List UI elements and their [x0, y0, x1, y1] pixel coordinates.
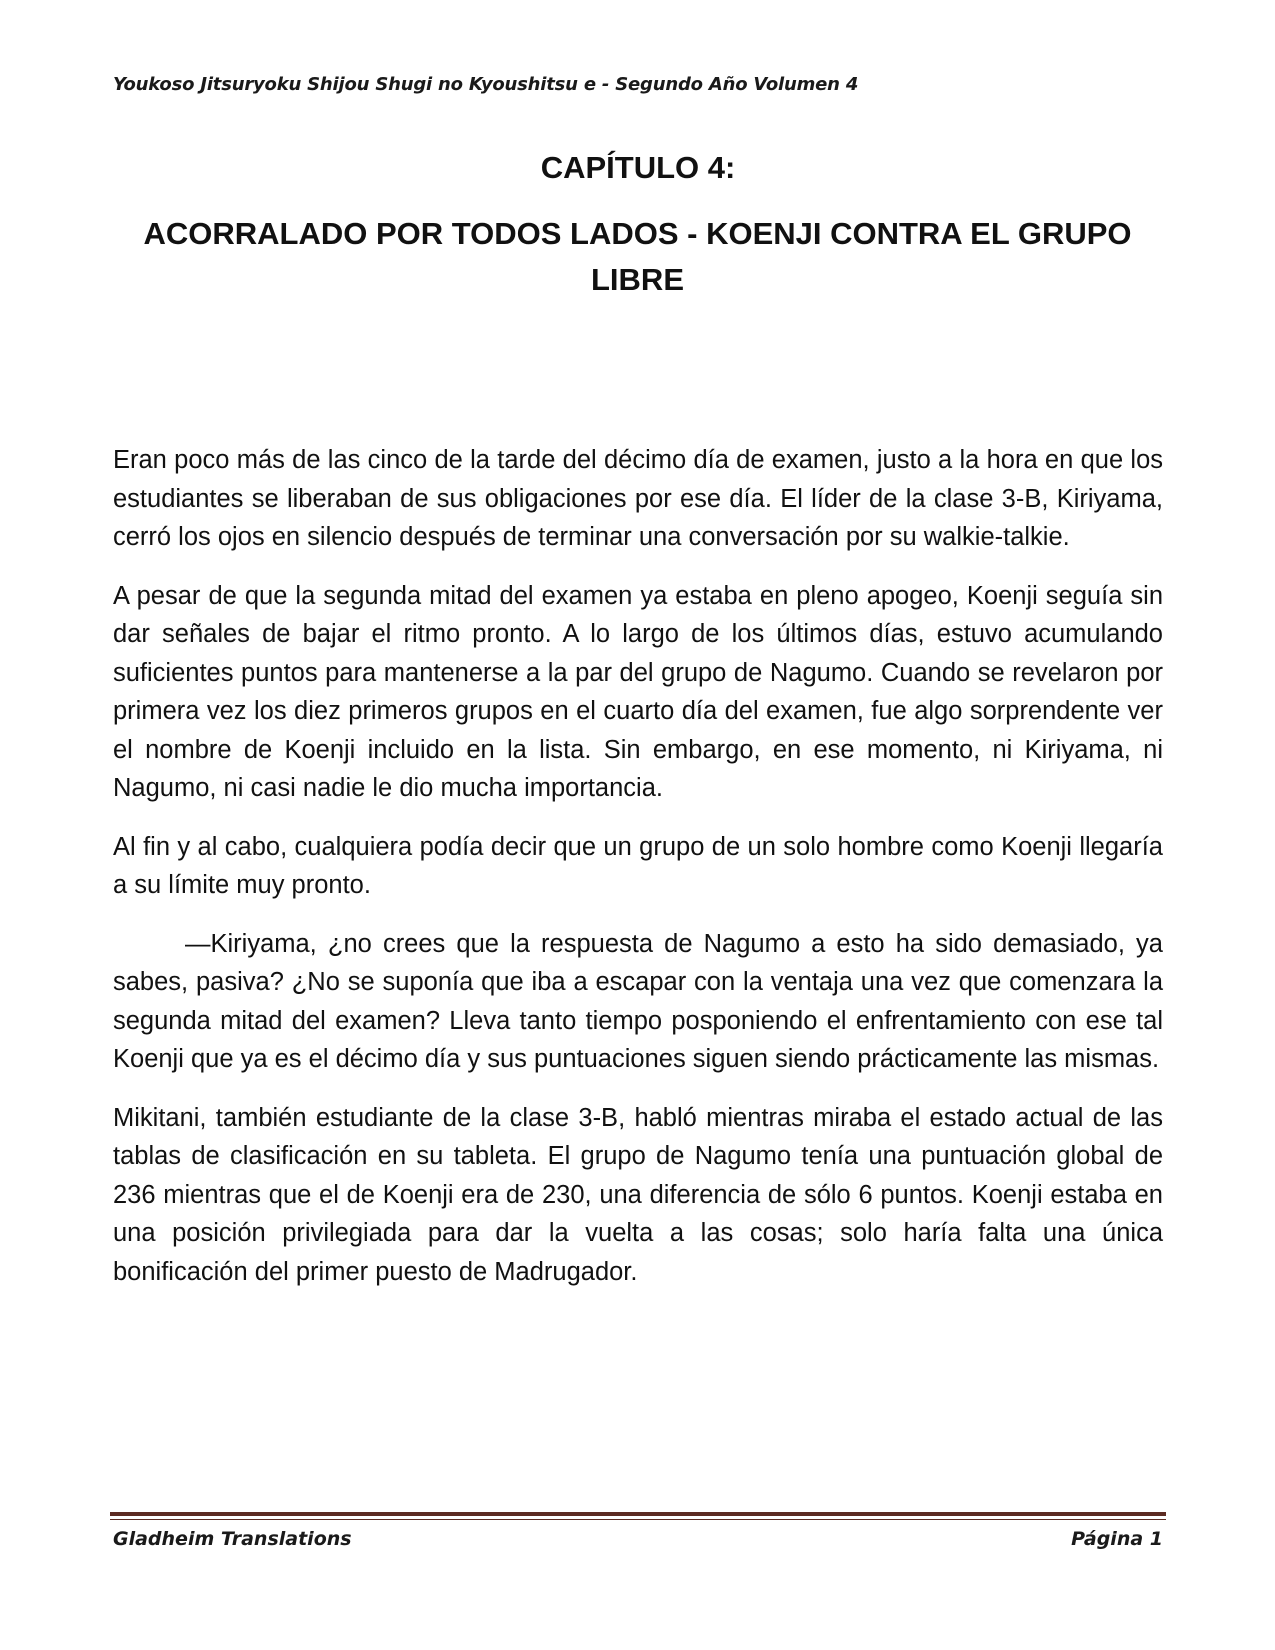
paragraph-1: Eran poco más de las cinco de la tarde del décimo día de examen, justo a la hora en que los estudiantes se liberaban de sus obligaciones por ese día. El líder de la clase 3-B, Kiriyama, cerró los ojos en silencio después de terminar una conversación por su walkie-talkie.: [113, 446, 1163, 551]
footer-publisher: Gladheim Translations: [113, 1528, 352, 1550]
body-text: [113, 441, 1163, 1311]
footer-page-number: Página 1: [1071, 1528, 1163, 1550]
paragraph-4-dialogue: —Kiriyama, ¿no crees que la respuesta de Nagumo a esto ha sido demasiado, ya sabes, pasiva? ¿No se suponía que iba a escapar con la ventaja una vez que comenzara la segunda mitad del examen? Lleva tanto tiempo posponiendo el enfrentamiento con ese tal Koenji que ya es el décimo día y sus puntuaciones siguen siendo prácticamente las mismas.: [113, 929, 1163, 1073]
paragraph-2: A pesar de que la segunda mitad del examen ya estaba en pleno apogeo, Koenji seguía sin dar señales de bajar el ritmo pronto. A lo largo de los últimos días, estuvo acumulando suficientes puntos para mantenerse a la par del grupo de Nagumo. Cuando se revelaron por primera vez los diez primeros grupos en el cuarto día del examen, fue algo sorprendente ver el nombre de Koenji incluido en la lista. Sin embargo, en ese momento, ni Kiriyama, ni Nagumo, ni casi nadie le dio mucha importancia.: [113, 581, 1163, 802]
paragraph-3: Al fin y al cabo, cualquiera podía decir que un grupo de un solo hombre como Koenji llegaría a su límite muy pronto.: [113, 832, 1163, 899]
running-header: Youkoso Jitsuryoku Shijou Shugi no Kyoushitsu e - Segundo Año Volumen 4: [113, 74, 859, 95]
footer-divider: [110, 1512, 1166, 1516]
chapter-number: CAPÍTULO 4:: [540, 150, 736, 185]
paragraph-5: Mikitani, también estudiante de la clase 3-B, habló mientras miraba el estado actual de las tablas de clasificación en su tableta. El grupo de Nagumo tenía una puntuación global de 236 mientras que el de Koenji era de 230, una diferencia de sólo 6 puntos. Koenji estaba en una posición privilegiada para dar la vuelta a las cosas; solo haría falta una única bonificación del primer puesto de Madrugador.: [113, 1103, 1163, 1286]
chapter-title: ACORRALADO POR TODOS LADOS - KOENJI CONTRA EL GRUPO LIBRE: [143, 216, 1132, 297]
footer-divider-thin: [110, 1519, 1166, 1520]
